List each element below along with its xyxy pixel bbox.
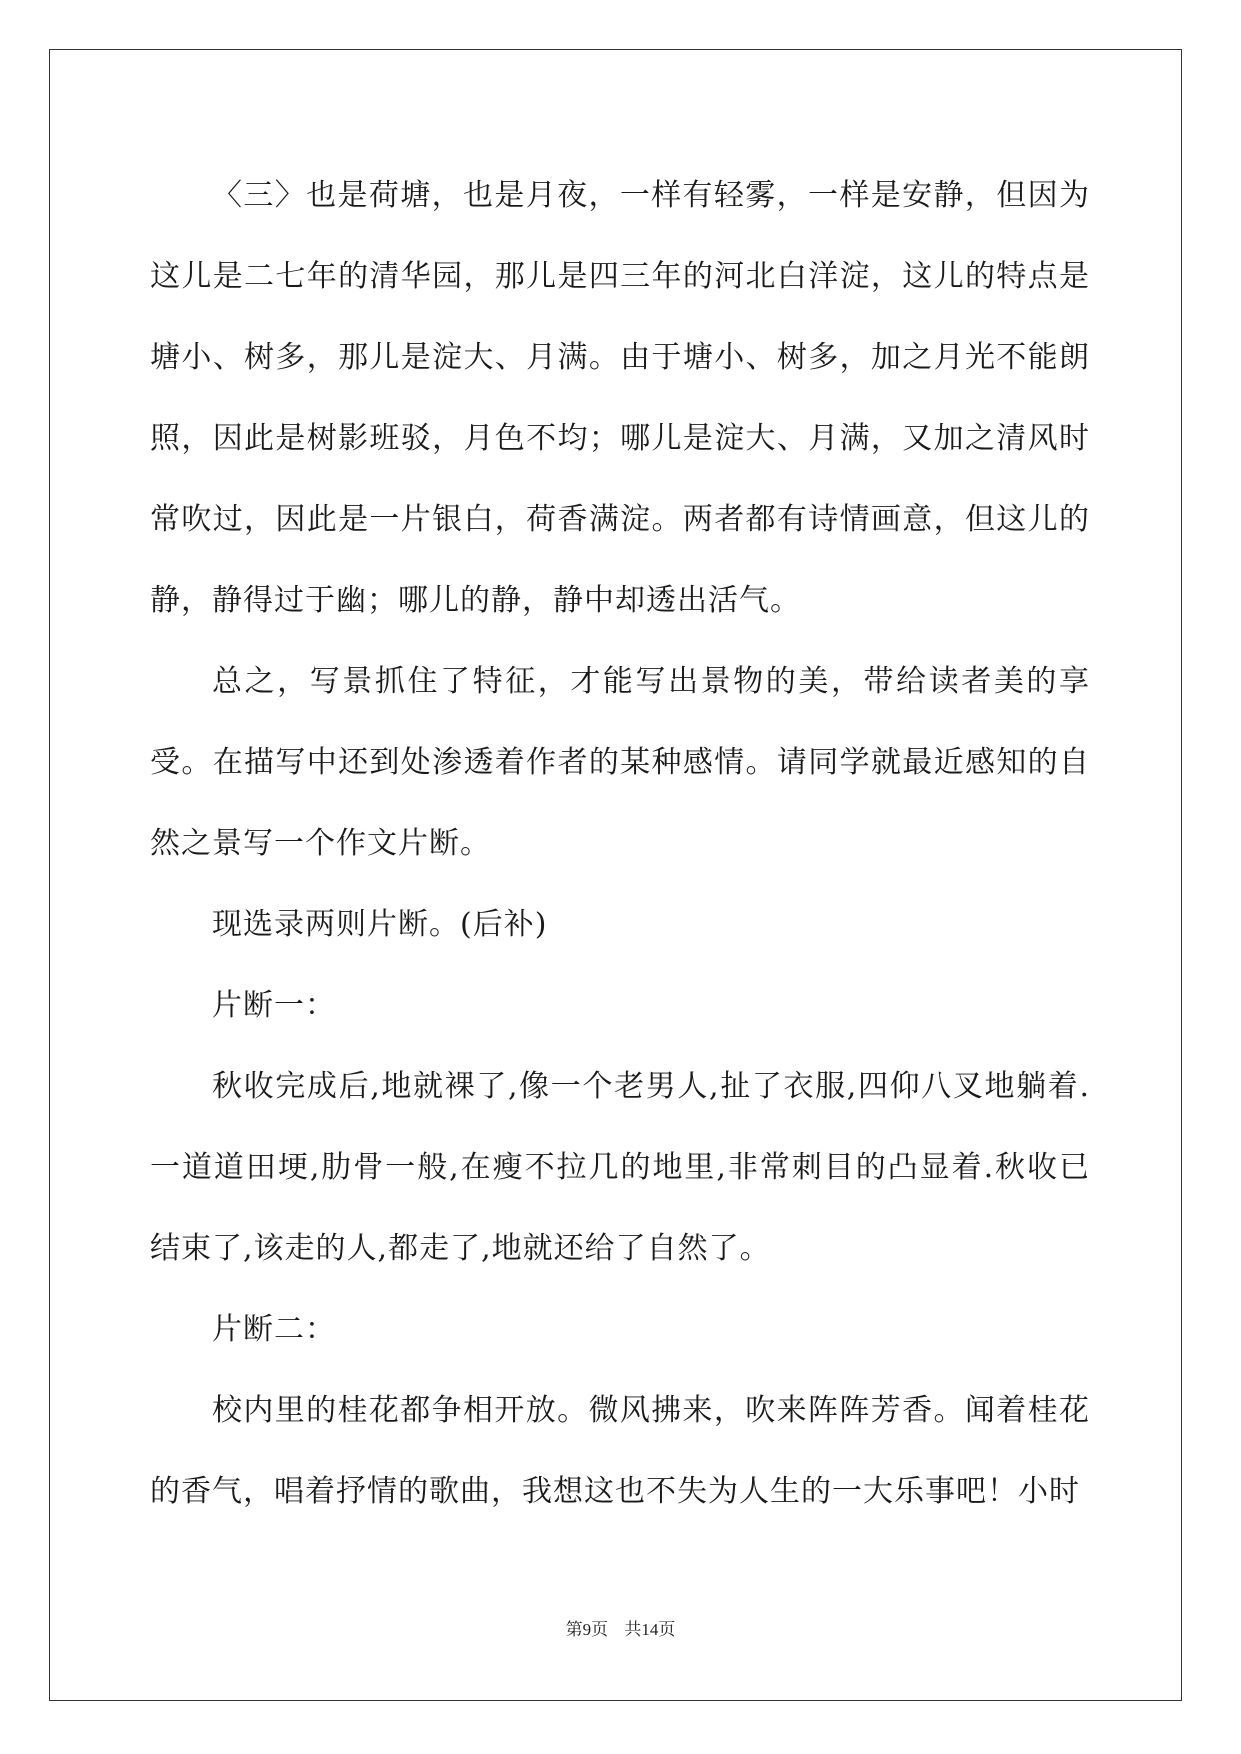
fragment-two-heading: 片断二： <box>212 1312 336 1347</box>
document-body <box>150 155 1090 1532</box>
fragment-two-text: 校内里的桂花都争相开放。微风拂来，吹来阵阵芳香。闻着桂花的香气，唱着抒情的歌曲，我想这也不失为人生的一大乐事吧！小时 <box>150 1393 1090 1509</box>
paragraph-comparison: 〈三〉也是荷塘，也是月夜，一样有轻雾，一样是安静，但因为这儿是二七年的清华园，那儿是四三年的河北白洋淀，这儿的特点是塘小、树多，那儿是淀大、月满。由于塘小、树多，加之月光不能朗照，因此是树影班驳，月色不均；哪儿是淀大、月满，又加之清风时常吹过，因此是一片银白，荷香满淀。两者都有诗情画意，但这儿的静，静得过于幽；哪儿的静，静中却透出活气。 <box>150 178 1090 618</box>
paragraph-selection-note: 现选录两则片断。(后补) <box>212 907 548 942</box>
fragment-one-text: 秋收完成后,地就裸了,像一个老男人,扯了衣服,四仰八叉地躺着.一道道田埂,肋骨一般,在瘦不拉几的地里,非常刺目的凸显着.秋收已结束了,该走的人,都走了,地就还给了自然了。 <box>150 1069 1090 1266</box>
page-footer <box>0 1615 1241 1640</box>
page-number: 第9页 <box>565 1620 609 1639</box>
page-total: 共14页 <box>624 1620 676 1639</box>
fragment-one-heading: 片断一： <box>212 988 336 1023</box>
paragraph-summary: 总之，写景抓住了特征，才能写出景物的美，带给读者美的享受。在描写中还到处渗透着作者的某种感情。请同学就最近感知的自然之景写一个作文片断。 <box>150 664 1090 861</box>
